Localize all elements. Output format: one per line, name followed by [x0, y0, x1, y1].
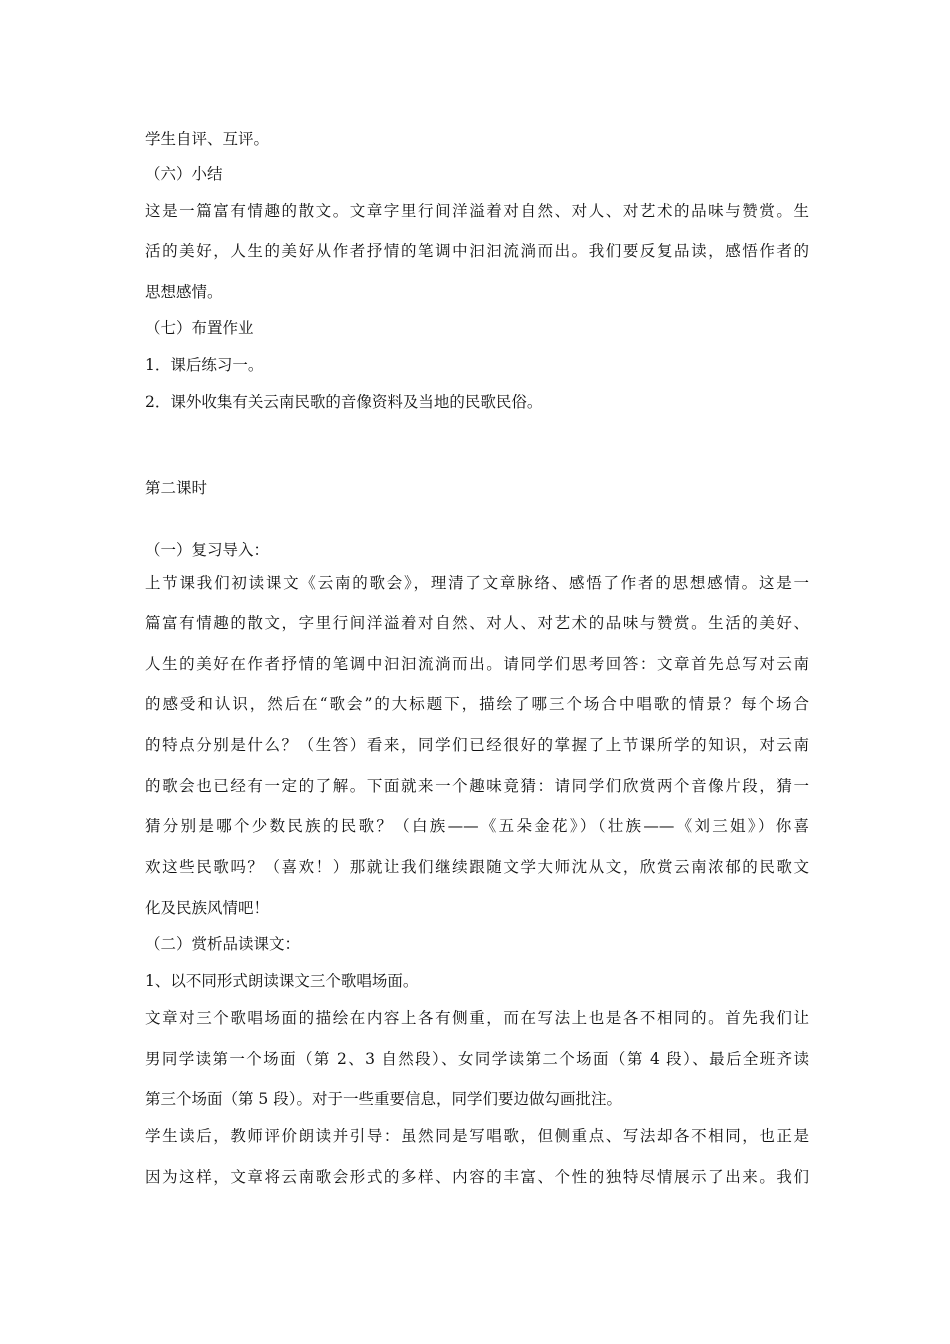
text-line: 的特点分别是什么？（生答）看来，同学们已经很好的掌握了上节课所学的知识，对云南 — [145, 736, 809, 754]
section-heading: （二）赏析品读课文： — [145, 935, 301, 953]
text-line: 篇富有情趣的散文，字里行间洋溢着对自然、对人、对艺术的品味与赞赏。生活的美好、 — [145, 614, 809, 632]
text-line: 第三个场面（第 5 段）。对于一些重要信息，同学们要边做勾画批注。 — [145, 1090, 622, 1108]
text-line: 学生自评、互评。 — [145, 130, 270, 148]
lesson-title: 第二课时 — [145, 479, 208, 497]
list-item: 2．课外收集有关云南民歌的音像资料及当地的民歌民俗。 — [145, 393, 543, 411]
text-line: 上节课我们初读课文《云南的歌会》，理清了文章脉络、感悟了作者的思想感情。这是一 — [145, 574, 809, 592]
text-line: 学生读后，教师评价朗读并引导：虽然同是写唱歌，但侧重点、写法却各不相同，也正是 — [145, 1127, 809, 1145]
text-line: 因为这样，文章将云南歌会形式的多样、内容的丰富、个性的独特尽情展示了出来。我们 — [145, 1168, 809, 1186]
section-heading: （七）布置作业 — [145, 319, 254, 337]
list-item: 1．课后练习一。 — [145, 356, 264, 374]
text-line: 男同学读第一个场面（第 2、3 自然段）、女同学读第二个场面（第 4 段）、最后全班齐读 — [145, 1050, 809, 1068]
text-line: 的歌会也已经有一定的了解。下面就来一个趣味竟猜：请同学们欣赏两个音像片段，猜一 — [145, 777, 809, 795]
text-line: 1、以不同形式朗读课文三个歌唱场面。 — [145, 972, 419, 990]
text-line: 猜分别是哪个少数民族的民歌？（白族——《五朵金花》）（壮族——《刘三姐》）你喜 — [145, 817, 809, 835]
text-line: 这是一篇富有情趣的散文。文章字里行间洋溢着对自然、对人、对艺术的品味与赞赏。生 — [145, 202, 809, 220]
section-heading: （一）复习导入： — [145, 541, 270, 559]
text-line: 欢这些民歌吗？（喜欢！）那就让我们继续跟随文学大师沈从文，欣赏云南浓郁的民歌文 — [145, 858, 809, 876]
text-line: 人生的美好在作者抒情的笔调中汩汩流淌而出。请同学们思考回答：文章首先总写对云南 — [145, 655, 809, 673]
text-line: 思想感情。 — [145, 283, 223, 301]
text-line: 文章对三个歌唱场面的描绘在内容上各有侧重，而在写法上也是各不相同的。首先我们让 — [145, 1009, 809, 1027]
section-heading: （六）小结 — [145, 165, 223, 183]
text-line: 活的美好，人生的美好从作者抒情的笔调中汩汩流淌而出。我们要反复品读，感悟作者的 — [145, 242, 809, 260]
text-line: 的感受和认识，然后在“歌会”的大标题下，描绘了哪三个场合中唱歌的情景？每个场合 — [145, 695, 809, 713]
text-line: 化及民族风情吧！ — [145, 899, 270, 917]
